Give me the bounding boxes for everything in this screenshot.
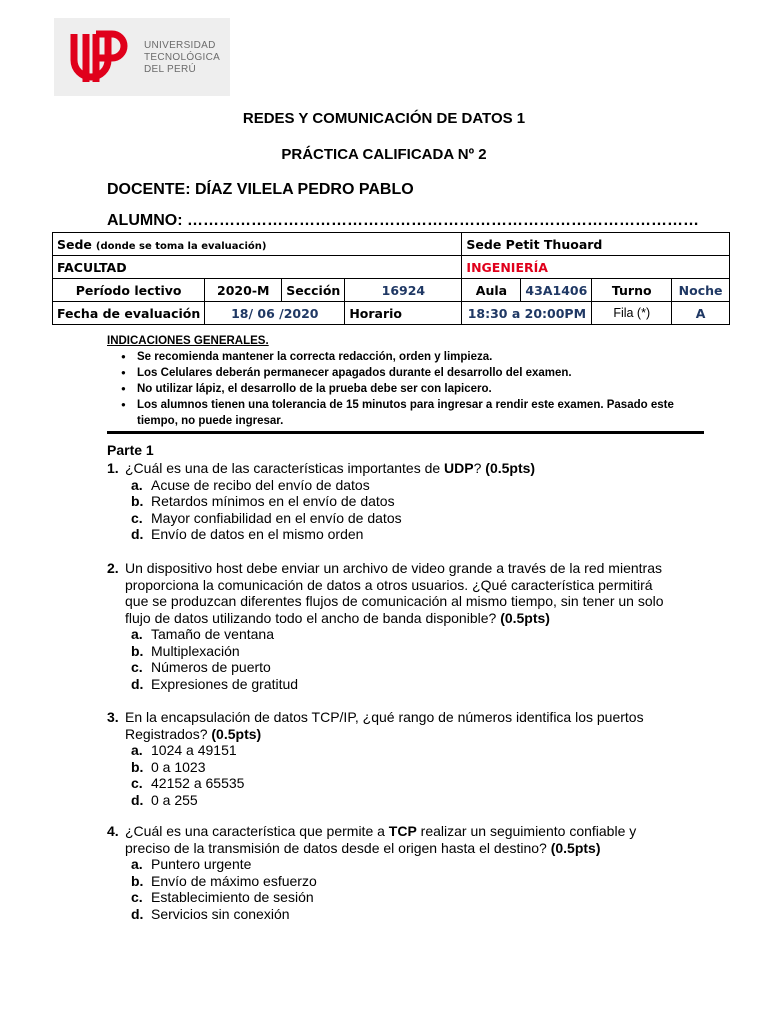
turno-value: Noche xyxy=(672,279,730,302)
option-text: 42152 a 65535 xyxy=(151,775,245,791)
option-letter: d. xyxy=(131,905,144,922)
horario-label: Horario xyxy=(345,302,462,325)
option-d xyxy=(131,792,667,809)
general-instructions xyxy=(107,335,707,429)
question-3 xyxy=(107,709,667,808)
option-letter: b. xyxy=(131,493,144,509)
sede-label-cell xyxy=(53,233,462,256)
option-letter: d. xyxy=(131,675,144,692)
course-title: REDES Y COMUNICACIÓN DE DATOS 1 xyxy=(242,110,526,127)
option-text: Puntero urgente xyxy=(151,856,252,872)
question-number: 4. xyxy=(107,823,119,839)
question-stem xyxy=(125,709,667,742)
option-text: Servicios sin conexión xyxy=(151,905,290,922)
table-row xyxy=(53,233,730,256)
option-text: 0 a 1023 xyxy=(151,758,206,775)
option-text: Acuse de recibo del envío de datos xyxy=(151,476,370,493)
option-a xyxy=(131,626,667,643)
option-a xyxy=(131,856,667,873)
option-letter: d. xyxy=(131,791,144,808)
option-text: Retardos mínimos en el envío de datos xyxy=(151,493,395,509)
periodo-value: 2020-M xyxy=(205,279,282,302)
aula-value: 43A1406 xyxy=(521,279,592,302)
option-letter: a. xyxy=(131,856,143,872)
option-text: Mayor confiabilidad en el envío de datos xyxy=(151,509,402,526)
question-2 xyxy=(107,560,667,692)
question-4 xyxy=(107,823,667,922)
option-c xyxy=(131,510,667,527)
question-points: (0.5pts) xyxy=(485,460,536,476)
stem-bold: UDP xyxy=(444,460,474,476)
option-letter: c. xyxy=(131,775,143,791)
divider xyxy=(107,431,704,434)
table-row xyxy=(53,256,730,279)
option-letter: d. xyxy=(131,526,144,542)
facultad-value: INGENIERÍA xyxy=(462,256,730,279)
teacher-line: DOCENTE: DÍAZ VILELA PEDRO PABLO xyxy=(107,181,414,198)
sede-note: (donde se toma la evaluación) xyxy=(95,240,267,252)
question-number: 3. xyxy=(107,709,119,725)
aula-label: Aula xyxy=(462,279,521,302)
periodo-label: Período lectivo xyxy=(53,279,205,302)
question-stem xyxy=(125,460,667,477)
option-letter: c. xyxy=(131,659,143,675)
question-number: 2. xyxy=(107,560,119,576)
sede-label: Sede xyxy=(57,236,92,252)
list-item: ● No utilizar lápiz, el desarrollo de la prueba debe ser con lapicero. xyxy=(107,381,707,397)
stem-text: realizar un seguimiento confiable y preciso de la transmisión de datos desde el origen hasta el destino? xyxy=(125,823,637,856)
fila-value: A xyxy=(672,302,730,325)
stem-text: ¿Cuál es una de las características importantes de xyxy=(125,460,445,476)
horario-value: 18:30 a 20:00PM xyxy=(462,302,592,325)
instructions-title: INDICACIONES GENERALES. xyxy=(107,335,269,347)
fecha-value: 18/ 06 /2020 xyxy=(205,302,345,325)
stem-text: En la encapsulación de datos TCP/IP, ¿qué rango de números identifica los puertos Registrados? xyxy=(125,709,644,742)
part-title: Parte 1 xyxy=(107,442,154,458)
option-c xyxy=(131,889,667,906)
option-text: Establecimiento de sesión xyxy=(151,889,314,905)
option-letter: b. xyxy=(131,872,144,889)
option-letter: b. xyxy=(131,758,144,775)
logo-line: TECNOLÓGICA xyxy=(144,52,221,63)
question-stem xyxy=(125,560,667,626)
turno-label: Turno xyxy=(592,279,672,302)
option-text: Envío de datos en el mismo orden xyxy=(151,526,364,542)
question-points: (0.5pts) xyxy=(500,609,550,626)
question-stem xyxy=(125,823,667,856)
option-b xyxy=(131,643,667,660)
fila-label: Fila (*) xyxy=(592,302,672,325)
instructions-list xyxy=(107,349,707,429)
question-number: 1. xyxy=(107,460,119,476)
option-letter: c. xyxy=(131,509,143,526)
list-item: ● Los alumnos tienen una tolerancia de 15 minutos para ingresar a rendir este examen. Pasado este tiempo, no puede ingresar. xyxy=(107,397,707,429)
utp-logo-mark-icon xyxy=(68,30,138,86)
option-text: Expresiones de gratitud xyxy=(151,675,299,692)
stem-bold: TCP xyxy=(388,823,417,839)
university-logo xyxy=(54,18,230,96)
option-text: Envío de máximo esfuerzo xyxy=(151,872,317,889)
option-letter: a. xyxy=(131,742,143,758)
facultad-label: FACULTAD xyxy=(53,256,462,279)
stem-text: ? xyxy=(473,460,486,476)
option-letter: a. xyxy=(131,476,143,493)
stem-text: ¿Cuál es una característica que permite a xyxy=(125,823,389,839)
table-row xyxy=(53,302,730,325)
option-a xyxy=(131,477,667,494)
list-item: ● Se recomienda mantener la correcta redacción, orden y limpieza. xyxy=(107,349,707,365)
list-item: ● Los Celulares deberán permanecer apagados durante el desarrollo del examen. xyxy=(107,365,707,381)
student-line: ALUMNO: …………………………………………………………………………………… xyxy=(107,212,699,229)
seccion-value: 16924 xyxy=(345,279,462,302)
option-d xyxy=(131,676,667,693)
option-d xyxy=(131,906,667,923)
logo-line: UNIVERSIDAD xyxy=(144,40,216,51)
exam-info-table xyxy=(52,232,730,325)
seccion-label: Sección xyxy=(282,279,345,302)
option-letter: b. xyxy=(131,642,144,659)
option-text: Multiplexación xyxy=(151,642,240,659)
option-text: 0 a 255 xyxy=(151,791,198,808)
option-text: 1024 a 49151 xyxy=(151,742,237,758)
logo-line: DEL PERÚ xyxy=(144,64,197,75)
option-text: Tamaño de ventana xyxy=(151,626,274,642)
option-b xyxy=(131,759,667,776)
question-points: (0.5pts) xyxy=(550,839,601,856)
option-b xyxy=(131,493,667,510)
option-c xyxy=(131,659,667,676)
table-row xyxy=(53,279,730,302)
option-c xyxy=(131,775,667,792)
exam-title: PRÁCTICA CALIFICADA Nº 2 xyxy=(281,146,487,163)
option-text: Números de puerto xyxy=(151,659,271,675)
university-name xyxy=(144,40,220,76)
option-d xyxy=(131,526,667,543)
option-b xyxy=(131,873,667,890)
question-1 xyxy=(107,460,667,543)
option-a xyxy=(131,742,667,759)
option-letter: c. xyxy=(131,889,143,905)
question-points: (0.5pts) xyxy=(211,725,262,742)
fecha-label: Fecha de evaluación xyxy=(53,302,205,325)
option-letter: a. xyxy=(131,626,143,642)
sede-value: Sede Petit Thuoard xyxy=(462,233,730,256)
stem-text: Un dispositivo host debe enviar un archivo de video grande a través de la red mientras proporciona la comunicación de datos a otros usuarios. ¿Qué característica permitirá que se produzcan diferentes flujos de comunicación al mismo tiempo, sin tener un solo flujo de datos utilizando todo el ancho de banda disponible? xyxy=(125,560,664,626)
